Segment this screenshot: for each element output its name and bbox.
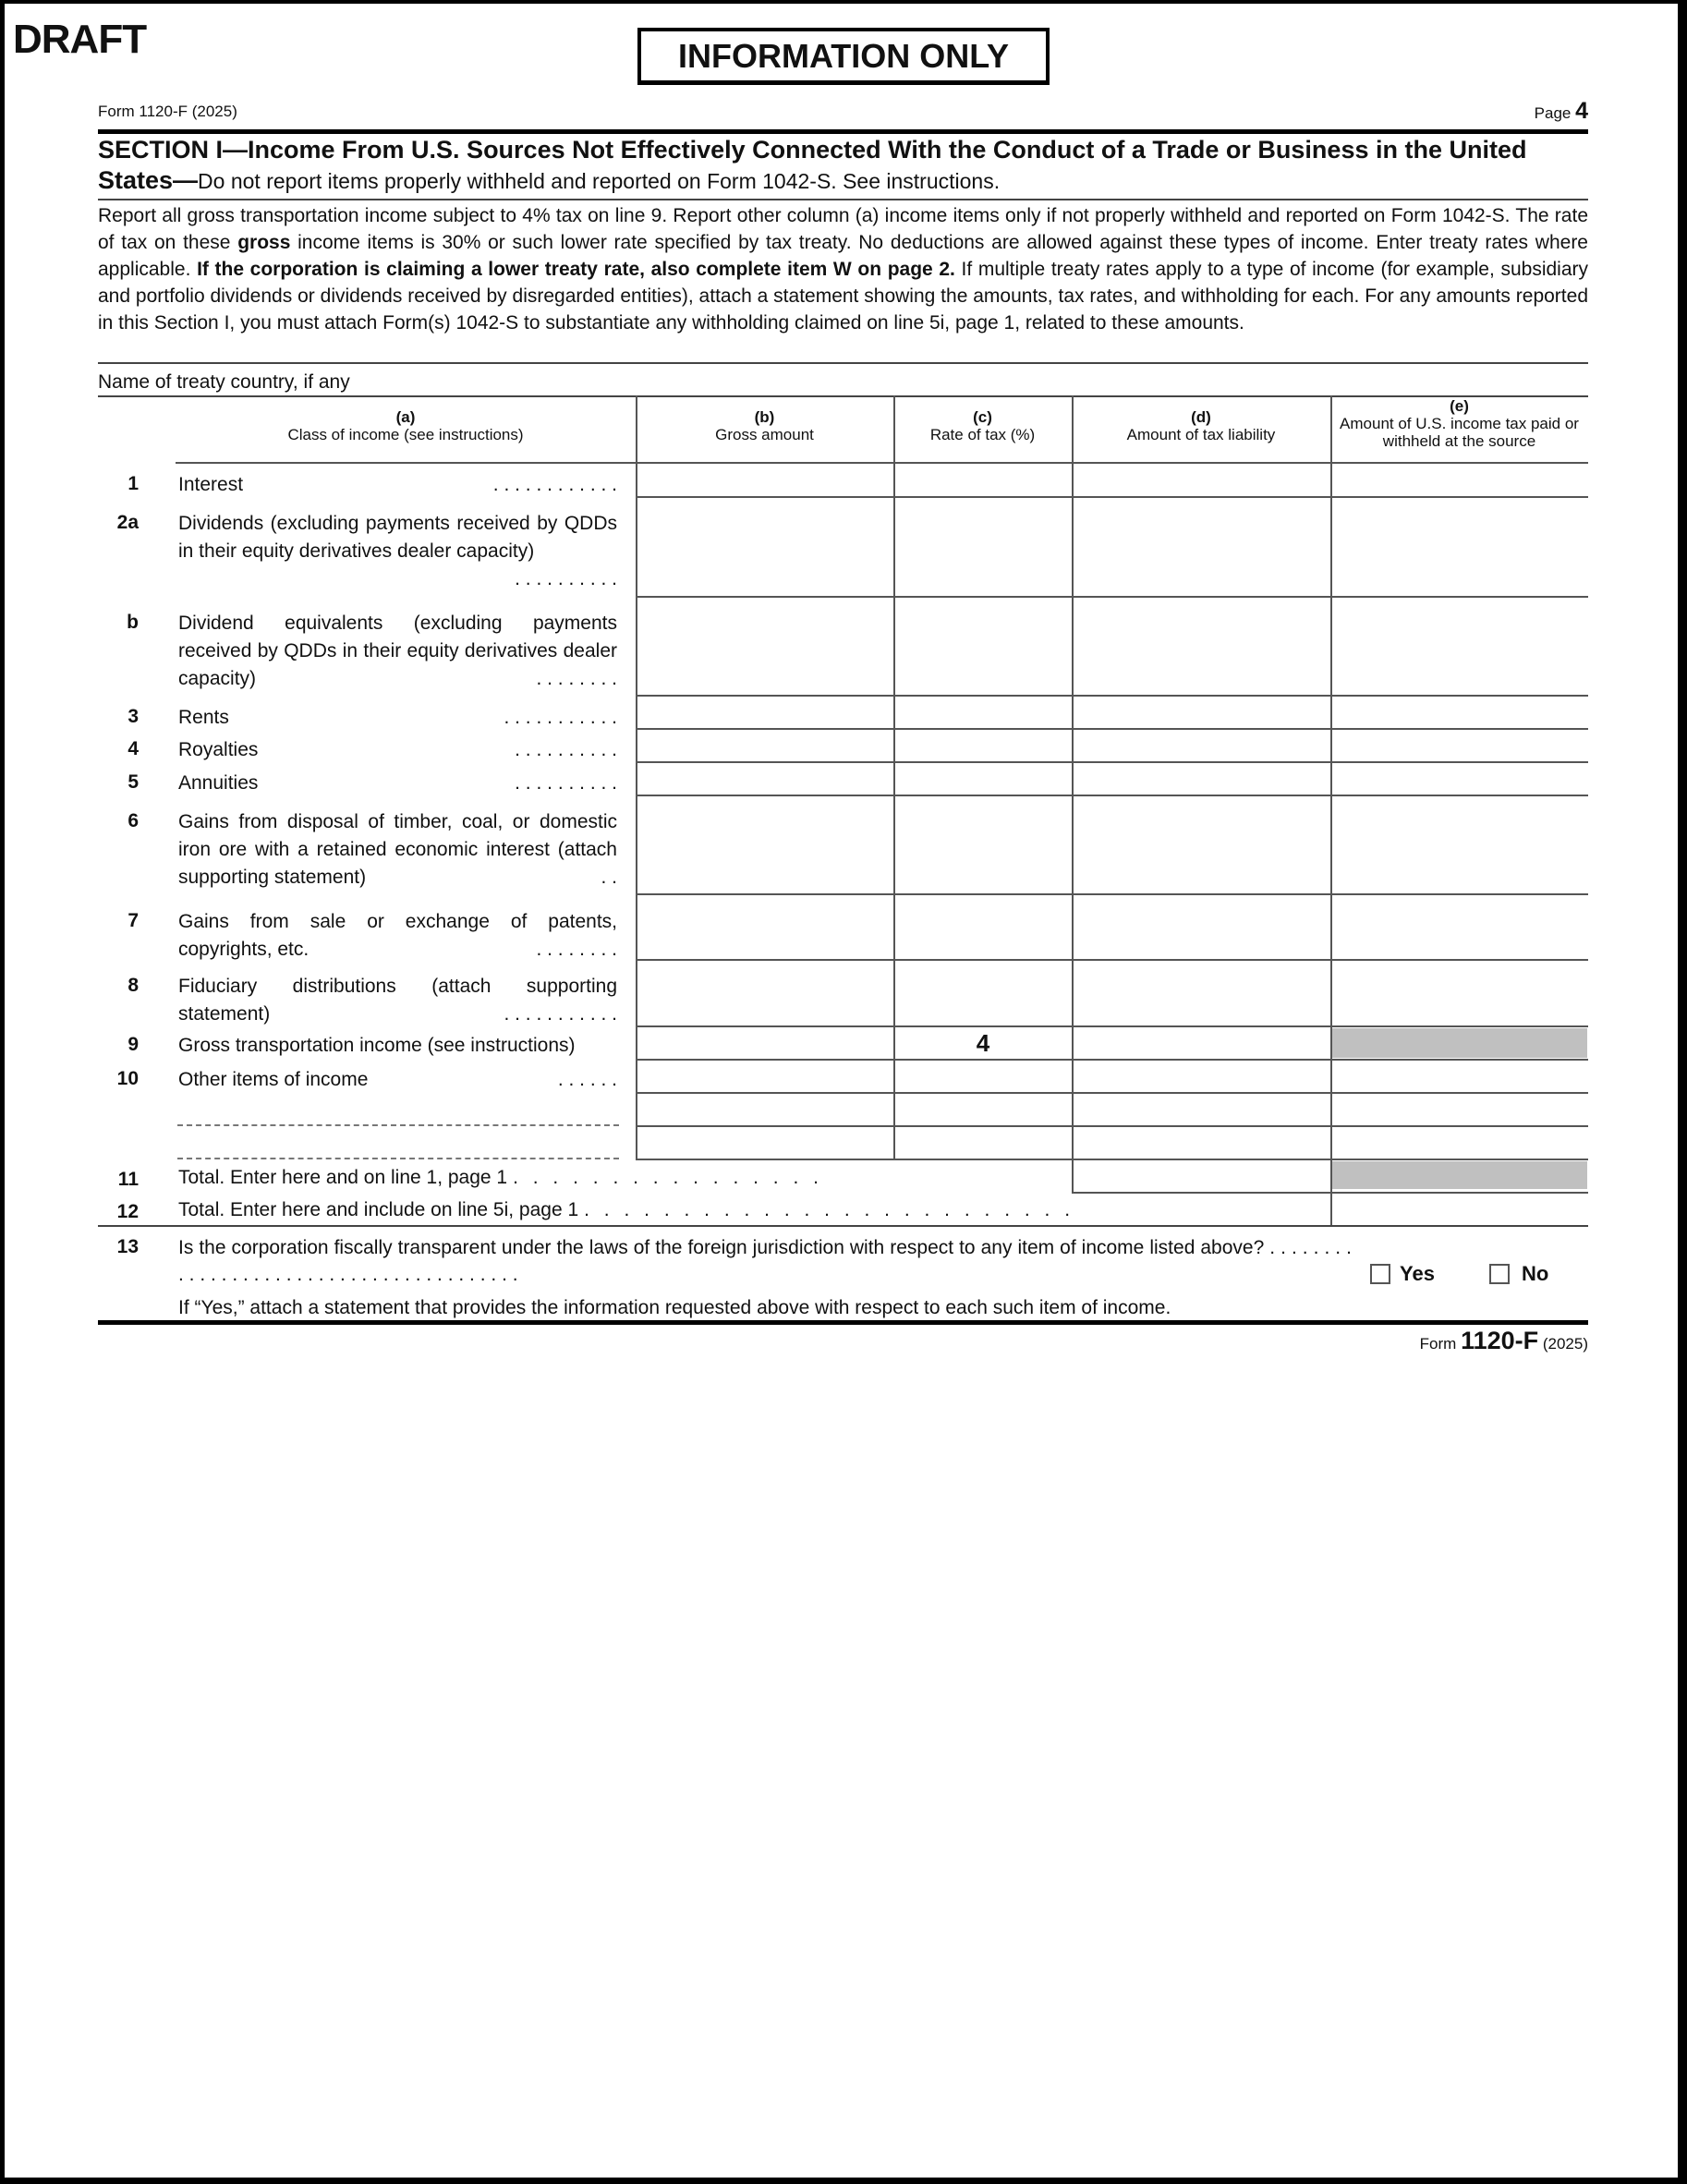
question-13-text xyxy=(178,1234,1352,1288)
draft-watermark: DRAFT xyxy=(13,17,147,62)
leader-dots: . . . . . . . . . . . . . . . . . . . . . . . . . xyxy=(584,1199,1071,1220)
intro-bottom-rule xyxy=(98,362,1588,364)
row-label-text: Gains from sale or exchange of patents, copyrights, etc. xyxy=(178,911,617,960)
gross-amount-cell[interactable] xyxy=(637,499,892,595)
row-divider xyxy=(636,1159,1588,1160)
row-number: 4 xyxy=(127,738,139,759)
leader-dots: . . . . . . . . . . xyxy=(515,772,617,794)
tax-liability-cell[interactable] xyxy=(1074,731,1329,760)
tax-withheld-cell[interactable] xyxy=(1332,499,1587,595)
tax-liability-cell[interactable] xyxy=(1074,698,1329,727)
shaded-cell xyxy=(1332,1161,1587,1189)
row-label xyxy=(178,510,617,593)
column-letter: (c) xyxy=(973,408,992,426)
row-label-text: Fiduciary distributions (attach supporting statement) xyxy=(178,976,617,1025)
section-heading: SECTION I—Income From U.S. Sources Not Effectively Connected With the Conduct of a Trade or Business in the United States— xyxy=(98,136,1527,194)
tax-liability-cell[interactable] xyxy=(1074,764,1329,794)
total-line-12-label xyxy=(178,1199,1070,1221)
intro-text: If multiple treaty rates apply to a type of income (for example, subsidiary and portfolio dividends or dividends received by disregarded entities), attach a statement showing the amounts, tax rates, and withholding for each. For any amounts reported in this Section I, you must attach Form(s) 1042-S to substantiate any withholding claimed on line 5i, page 1, related to these amounts. xyxy=(98,259,1589,334)
footer-year: (2025) xyxy=(1542,1335,1588,1353)
instructions-paragraph xyxy=(98,202,1588,336)
row-label-text: Gains from disposal of timber, coal, or domestic iron ore with a retained economic interest (attach supporting statement) xyxy=(178,811,617,888)
leader-dots: . . . . . . . . . . . xyxy=(504,707,617,728)
row-number: 7 xyxy=(127,910,139,931)
total-line-12-cell[interactable] xyxy=(1332,1195,1587,1222)
page-number-value: 4 xyxy=(1575,98,1588,124)
footer-form-word: Form xyxy=(1419,1335,1457,1353)
tax-withheld-cell[interactable] xyxy=(1332,698,1587,727)
gross-amount-cell[interactable] xyxy=(637,764,892,794)
form-identifier: Form 1120-F (2025) xyxy=(98,103,237,120)
gross-amount-cell[interactable] xyxy=(637,599,892,694)
no-checkbox[interactable] xyxy=(1489,1264,1510,1284)
tax-liability-cell[interactable] xyxy=(1074,797,1329,892)
row-number: 8 xyxy=(127,975,139,996)
row-number: 11 xyxy=(117,1169,139,1190)
page-bottom-rule xyxy=(98,1320,1588,1325)
header-bottom-line xyxy=(176,462,1588,464)
section-bottom-rule xyxy=(98,199,1588,200)
leader-dots: . . . . . . . . . . . . . . . . xyxy=(513,1167,819,1188)
intro-bold: If the corporation is claiming a lower treaty rate, also complete item W on page 2. xyxy=(197,259,955,280)
tax-liability-cell[interactable] xyxy=(1074,465,1329,495)
rate-of-tax-cell[interactable] xyxy=(895,465,1071,495)
gross-amount-cell[interactable] xyxy=(637,896,892,958)
treaty-country-label: Name of treaty country, if any xyxy=(98,371,350,393)
row-label xyxy=(178,610,617,693)
page-label: Page xyxy=(1534,104,1572,122)
row-divider xyxy=(636,959,1588,961)
gross-amount-cell[interactable] xyxy=(637,962,892,1025)
column-letter: (a) xyxy=(395,408,416,426)
rate-of-tax-value: 4 xyxy=(976,1029,990,1057)
totals-bottom-rule xyxy=(98,1225,1588,1227)
rate-of-tax-cell[interactable] xyxy=(895,499,1071,595)
information-only-stamp xyxy=(637,28,1050,85)
intro-text: income items is 30% or such lower rate specified by tax treaty. No deductions are allowed against these types of income. Enter treaty rates where applicable. xyxy=(98,232,1588,280)
section-top-rule xyxy=(98,129,1588,134)
row-label-text: Dividends (excluding payments received by QDDs in their equity derivatives dealer capacity) xyxy=(178,513,617,562)
intro-text: Report all gross transportation income subject to 4% tax on line 9. Report other column (a) income items only if not properly withheld and reported on Form 1042-S. The rate of tax on these xyxy=(98,205,1588,253)
row-number: 12 xyxy=(116,1201,139,1222)
rate-of-tax-cell[interactable] xyxy=(895,1095,1071,1124)
row-label xyxy=(178,1032,631,1060)
no-label: No xyxy=(1522,1262,1549,1285)
intro-bold: gross xyxy=(237,232,291,253)
row-label-text: Rents xyxy=(178,707,229,728)
tax-withheld-cell[interactable] xyxy=(1332,764,1587,794)
row-number: 13 xyxy=(116,1236,139,1257)
tax-withheld-cell[interactable] xyxy=(1332,962,1587,1025)
tax-liability-cell[interactable] xyxy=(1074,1062,1329,1091)
rate-of-tax-cell[interactable] xyxy=(895,764,1071,794)
column-header-c xyxy=(893,408,1072,443)
tax-withheld-cell[interactable] xyxy=(1332,465,1587,495)
tax-liability-cell[interactable] xyxy=(1074,896,1329,958)
column-letter: (e) xyxy=(1450,397,1469,415)
rate-of-tax-cell[interactable] xyxy=(895,962,1071,1025)
rate-of-tax-cell[interactable] xyxy=(895,896,1071,958)
leader-dots: . . . . . . . . xyxy=(536,939,617,960)
row-label-text: Interest xyxy=(178,474,244,495)
rate-of-tax-cell[interactable] xyxy=(895,1128,1071,1158)
row-label-text: Gross transportation income (see instructions) xyxy=(178,1035,576,1056)
total-line-11-label xyxy=(178,1167,819,1189)
row-label xyxy=(178,736,617,764)
rate-of-tax-cell[interactable] xyxy=(895,797,1071,892)
row-number: 10 xyxy=(116,1068,139,1089)
row-divider xyxy=(636,1059,1588,1061)
tax-liability-cell[interactable] xyxy=(1074,962,1329,1025)
gross-amount-cell[interactable] xyxy=(637,698,892,727)
column-label: Rate of tax (%) xyxy=(929,426,1036,443)
gross-amount-cell[interactable] xyxy=(637,465,892,495)
total-line-11-cell[interactable] xyxy=(1074,1161,1329,1189)
rate-of-tax-cell[interactable] xyxy=(895,1062,1071,1091)
row-label-text: Annuities xyxy=(178,772,259,794)
row-divider xyxy=(636,795,1588,796)
treaty-country-field[interactable] xyxy=(397,370,1580,395)
tax-liability-cell[interactable] xyxy=(1074,1028,1329,1058)
row-label-text: Other items of income xyxy=(178,1069,369,1090)
column-label: Gross amount xyxy=(715,426,814,443)
tax-withheld-cell[interactable] xyxy=(1332,896,1587,958)
row-number: 1 xyxy=(127,473,139,494)
stamp-text: INFORMATION ONLY xyxy=(678,36,1009,75)
leader-dots: . . . . . . . . . . . . xyxy=(492,474,617,495)
rate-of-tax-cell[interactable] xyxy=(895,698,1071,727)
row-label xyxy=(178,973,617,1028)
gross-amount-cell[interactable] xyxy=(637,1128,892,1158)
section-note: Do not report items properly withheld and reported on Form 1042-S. See instructions. xyxy=(198,169,1001,193)
leader-dots: . . . . . . . . xyxy=(536,668,617,689)
row-number: 6 xyxy=(127,810,139,831)
row-number: 2a xyxy=(116,512,139,533)
row-label-text: Dividend equivalents (excluding payments received by QDDs in their equity derivatives dealer capacity) xyxy=(178,613,617,689)
rate-of-tax-cell[interactable] xyxy=(895,599,1071,694)
row-label xyxy=(178,704,617,732)
section-title xyxy=(98,135,1588,197)
leader-dots: . . . . . . . . . . . xyxy=(504,1003,617,1025)
row-label xyxy=(178,908,617,964)
column-letter: (d) xyxy=(1191,408,1211,426)
tax-withheld-cell xyxy=(1332,1028,1587,1058)
row-number: 5 xyxy=(127,771,139,793)
gross-amount-cell[interactable] xyxy=(637,1028,892,1058)
row-label-text: Royalties xyxy=(178,739,259,760)
leader-dots: . . . . . . . . . . xyxy=(515,739,617,760)
tax-liability-cell[interactable] xyxy=(1074,1128,1329,1158)
leader-dots: . . . . . . . . . . xyxy=(515,568,617,589)
tax-withheld-cell[interactable] xyxy=(1332,1095,1587,1124)
tax-withheld-cell[interactable] xyxy=(1332,599,1587,694)
tax-withheld-cell[interactable] xyxy=(1332,797,1587,892)
row-label xyxy=(178,770,617,797)
yes-label: Yes xyxy=(1400,1262,1435,1285)
tax-liability-cell[interactable] xyxy=(1074,1095,1329,1124)
other-income-line-2[interactable] xyxy=(177,1158,619,1159)
tax-withheld-cell[interactable] xyxy=(1332,731,1587,760)
row-divider xyxy=(636,695,1588,697)
column-header-d xyxy=(1072,408,1330,443)
row-divider xyxy=(636,496,1588,498)
column-header-b xyxy=(636,408,893,443)
row-number: 9 xyxy=(127,1034,139,1055)
question-13-followup: If “Yes,” attach a statement that provides the information requested above with respect to each such item of income. xyxy=(178,1297,1171,1318)
gross-amount-cell[interactable] xyxy=(637,731,892,760)
row-label xyxy=(178,471,617,499)
other-income-line-1[interactable] xyxy=(177,1124,619,1126)
tax-withheld-cell[interactable] xyxy=(1332,1128,1587,1158)
question-text: Is the corporation fiscally transparent under the laws of the foreign jurisdiction with respect to any item of income listed above? xyxy=(178,1237,1265,1258)
footer-form-number: 1120-F xyxy=(1461,1327,1539,1354)
row-number: 3 xyxy=(127,706,139,727)
gross-amount-cell[interactable] xyxy=(637,1095,892,1124)
leader-dots: . . xyxy=(601,867,617,888)
tax-liability-cell[interactable] xyxy=(1074,499,1329,595)
form-footer xyxy=(1420,1327,1588,1355)
row-divider xyxy=(636,1125,1588,1127)
leader-dots: . . . . . . . . . . . . . . . . . . . . . . . . . . . . . . . . . . . . . . . . xyxy=(178,1237,1352,1285)
column-letter: (b) xyxy=(754,408,775,426)
row-label xyxy=(178,808,617,892)
tax-withheld-cell[interactable] xyxy=(1332,1062,1587,1091)
leader-dots: . . . . . . xyxy=(557,1069,617,1090)
row-label-text: Total. Enter here and on line 1, page 1 xyxy=(178,1167,508,1188)
row-divider xyxy=(636,728,1588,730)
column-header-e xyxy=(1330,397,1588,450)
row-divider xyxy=(1072,1192,1588,1194)
row-divider xyxy=(636,596,1588,598)
column-label: Class of income (see instructions) xyxy=(287,426,524,443)
row-divider xyxy=(636,1025,1588,1027)
gross-amount-cell[interactable] xyxy=(637,1062,892,1091)
column-label: Amount of tax liability xyxy=(1126,426,1276,443)
yes-checkbox[interactable] xyxy=(1370,1264,1390,1284)
row-label xyxy=(178,1066,617,1094)
tax-liability-cell[interactable] xyxy=(1074,599,1329,694)
row-divider xyxy=(636,1092,1588,1094)
row-label-text: Total. Enter here and include on line 5i, page 1 xyxy=(178,1199,579,1220)
page-number xyxy=(1535,98,1588,125)
row-number: b xyxy=(127,612,139,633)
row-divider xyxy=(636,893,1588,895)
gross-amount-cell[interactable] xyxy=(637,797,892,892)
column-label: Amount of U.S. income tax paid or withheld at the source xyxy=(1340,415,1579,450)
row-divider xyxy=(636,761,1588,763)
rate-of-tax-cell[interactable] xyxy=(895,731,1071,760)
column-header-a xyxy=(176,408,636,443)
